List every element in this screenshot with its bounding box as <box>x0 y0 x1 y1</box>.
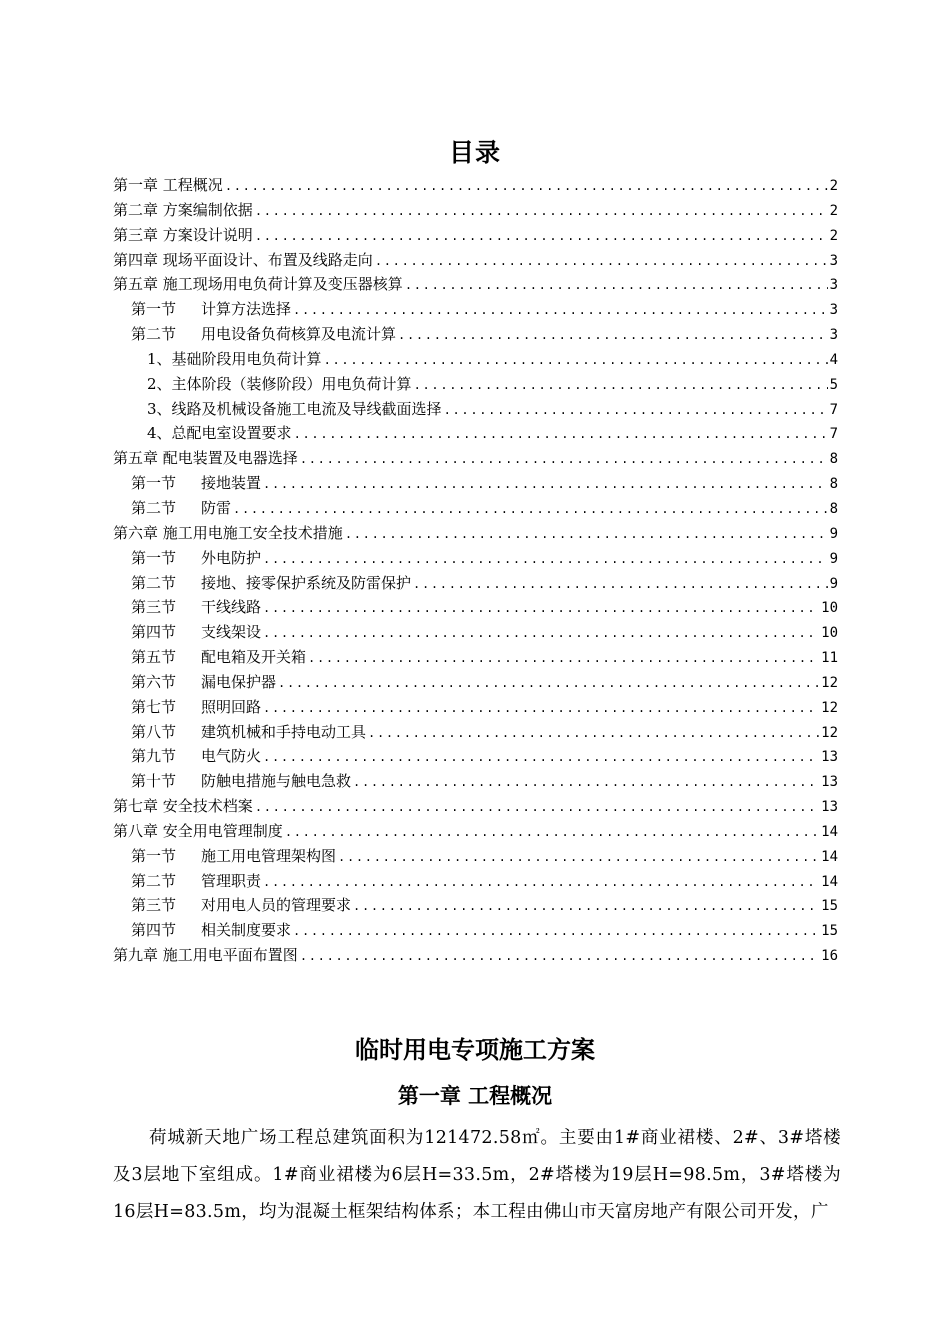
toc-entry-number: 第二章 <box>113 200 159 219</box>
toc-entry[interactable] <box>113 596 838 621</box>
toc-leader-dots <box>293 924 819 938</box>
toc-entry-text: 用电设备负荷核算及电流计算 <box>201 325 397 344</box>
toc-entry[interactable] <box>113 422 838 447</box>
toc-entry[interactable] <box>113 348 838 373</box>
toc-entry-label <box>131 621 261 642</box>
toc-page-number: 14 <box>821 848 838 865</box>
toc-entry[interactable] <box>113 249 838 274</box>
toc-page-number: 13 <box>821 749 838 766</box>
toc-page-number: 10 <box>821 600 838 617</box>
toc-entry-number: 第三节 <box>131 896 177 915</box>
toc-entry[interactable] <box>113 894 838 919</box>
toc-entry-label <box>131 547 261 568</box>
toc-entry[interactable] <box>113 174 838 199</box>
toc-entry-number: 第九节 <box>131 747 177 766</box>
toc-entry-number: 第五章 <box>113 275 159 294</box>
toc-leader-dots <box>345 527 828 541</box>
toc-leader-dots <box>225 179 828 193</box>
toc-page-number: 15 <box>821 923 838 940</box>
toc-page-number: 16 <box>821 948 838 965</box>
body-paragraph: 荷城新天地广场工程总建筑面积为121472.58㎡。主要由1#商业裙楼、2#、3#塔楼及3层地下室组成。1#商业裙楼为6层H=33.5m，2#塔楼为19层H=98.5m，3#塔楼为16层H=83.5m，均为混凝土框架结构体系；本工程由佛山市天富房地产有限公司开发，广 <box>113 1128 841 1222</box>
toc-leader-dots <box>278 676 819 690</box>
toc-entry-number: 第七节 <box>131 697 177 716</box>
toc-entry[interactable] <box>113 298 838 323</box>
toc-leader-dots <box>263 601 819 615</box>
toc-entry[interactable] <box>113 572 838 597</box>
chapter-title: 第一章 工程概况 <box>397 1083 553 1108</box>
toc-page-number: 3 <box>829 302 838 319</box>
toc-entry-label <box>131 298 291 319</box>
toc-entry-label <box>131 572 411 593</box>
table-of-contents <box>113 174 838 969</box>
toc-page-number: 12 <box>821 674 838 691</box>
toc-entry-number: 第二节 <box>131 871 177 890</box>
toc-leader-dots <box>263 701 819 715</box>
toc-entry-text: 外电防护 <box>201 548 262 567</box>
toc-leader-dots <box>375 254 828 268</box>
toc-entry-number: 第一节 <box>131 548 177 567</box>
toc-entry-number: 第六章 <box>113 523 159 542</box>
toc-entry-label <box>113 795 253 816</box>
toc-leader-dots <box>263 626 819 640</box>
toc-page-number: 12 <box>821 699 838 716</box>
toc-entry-label <box>131 472 261 493</box>
toc-entry[interactable] <box>113 472 838 497</box>
toc-entry-label <box>131 870 261 891</box>
toc-entry[interactable] <box>113 870 838 895</box>
toc-entry-text: 施工用电管理架构图 <box>201 846 337 865</box>
toc-entry-text: 施工用电施工安全技术措施 <box>162 523 343 542</box>
toc-entry-label <box>147 422 292 443</box>
toc-entry-label <box>131 596 261 617</box>
toc-entry-text: 方案编制依据 <box>162 200 253 219</box>
toc-entry-number: 3、 <box>147 399 172 418</box>
toc-entry-number: 第四章 <box>113 250 159 269</box>
toc-entry[interactable] <box>113 398 838 423</box>
toc-entry-label <box>113 820 283 841</box>
toc-entry-number: 4、 <box>147 424 172 443</box>
toc-entry[interactable] <box>113 671 838 696</box>
toc-leader-dots <box>444 403 828 417</box>
toc-entry-label <box>113 249 373 270</box>
toc-entry-number: 第二节 <box>131 325 177 344</box>
toc-entry-number: 第五节 <box>131 648 177 667</box>
toc-leader-dots <box>233 502 828 516</box>
toc-entry-number: 第一节 <box>131 846 177 865</box>
toc-entry-number: 第七章 <box>113 797 159 816</box>
toc-entry[interactable] <box>113 770 838 795</box>
toc-entry-text: 现场平面设计、布置及线路走向 <box>162 250 373 269</box>
toc-entry-label <box>131 671 276 692</box>
toc-entry-label <box>113 447 298 468</box>
document-title: 临时用电专项施工方案 <box>355 1035 595 1064</box>
toc-leader-dots <box>300 949 819 963</box>
toc-leader-dots <box>414 378 828 392</box>
toc-leader-dots <box>353 775 819 789</box>
toc-page-number: 9 <box>829 525 838 542</box>
toc-entry-text: 主体阶段（装修阶段）用电负荷计算 <box>171 374 412 393</box>
toc-page-number: 4 <box>829 351 838 368</box>
toc-page-number: 3 <box>829 327 838 344</box>
toc-entry-text: 总配电室设置要求 <box>171 424 292 443</box>
toc-entry-label <box>113 273 403 294</box>
toc-entry-text: 配电箱及开关箱 <box>201 648 307 667</box>
toc-page-number: 8 <box>829 500 838 517</box>
toc-leader-dots <box>285 825 819 839</box>
toc-entry-label <box>113 224 253 245</box>
toc-leader-dots <box>255 229 828 243</box>
toc-entry-text: 安全用电管理制度 <box>162 821 283 840</box>
toc-entry[interactable] <box>113 696 838 721</box>
toc-leader-dots <box>263 477 828 491</box>
toc-entry[interactable] <box>113 795 838 820</box>
toc-leader-dots <box>263 875 819 889</box>
toc-page-number: 5 <box>829 376 838 393</box>
toc-entry[interactable] <box>113 547 838 572</box>
toc-entry-number: 第三章 <box>113 225 159 244</box>
toc-page-number: 3 <box>829 252 838 269</box>
toc-entry-text: 方案设计说明 <box>162 225 253 244</box>
toc-page-number: 8 <box>829 451 838 468</box>
toc-leader-dots <box>255 800 819 814</box>
toc-entry-label <box>113 199 253 220</box>
toc-title: 目录 <box>448 138 501 167</box>
toc-entry-label <box>131 919 291 940</box>
toc-entry[interactable] <box>113 621 838 646</box>
toc-entry-number: 1、 <box>147 349 172 368</box>
toc-page-number: 14 <box>821 823 838 840</box>
toc-entry[interactable] <box>113 944 838 969</box>
toc-entry-text: 对用电人员的管理要求 <box>201 896 352 915</box>
toc-entry-label <box>131 894 351 915</box>
toc-entry-number: 第八章 <box>113 821 159 840</box>
toc-entry[interactable] <box>113 646 838 671</box>
toc-entry-text: 电气防火 <box>201 747 262 766</box>
toc-leader-dots <box>324 353 828 367</box>
toc-entry-text: 线路及机械设备施工电流及导线截面选择 <box>171 399 442 418</box>
toc-entry-text: 工程概况 <box>162 176 223 194</box>
toc-page-number: 12 <box>821 724 838 741</box>
toc-entry[interactable] <box>113 224 838 249</box>
toc-leader-dots <box>308 651 819 665</box>
toc-entry-text: 建筑机械和手持电动工具 <box>201 722 367 741</box>
toc-entry-number: 第二节 <box>131 498 177 517</box>
toc-entry[interactable] <box>113 273 838 298</box>
toc-entry-text: 施工现场用电负荷计算及变压器核算 <box>162 275 403 294</box>
toc-entry[interactable] <box>113 820 838 845</box>
toc-page-number: 9 <box>829 550 838 567</box>
toc-page-number: 11 <box>821 650 838 667</box>
toc-entry-number: 第四节 <box>131 921 177 940</box>
toc-entry-label <box>147 398 442 419</box>
toc-leader-dots <box>293 303 828 317</box>
toc-page-number: 9 <box>829 575 838 592</box>
toc-entry-number: 2、 <box>147 374 172 393</box>
toc-entry-text: 防雷 <box>201 498 232 517</box>
toc-entry-label <box>131 845 336 866</box>
toc-page-number: 3 <box>829 277 838 294</box>
toc-entry-text: 防触电措施与触电急救 <box>201 772 352 791</box>
toc-entry-text: 照明回路 <box>201 697 262 716</box>
toc-entry-number: 第九章 <box>113 946 159 965</box>
toc-entry-number: 第一节 <box>131 474 177 493</box>
toc-entry-text: 相关制度要求 <box>201 921 292 940</box>
toc-entry-label <box>113 522 343 543</box>
toc-entry-text: 干线线路 <box>201 598 262 617</box>
toc-entry[interactable] <box>113 522 838 547</box>
toc-page-number: 7 <box>829 426 838 443</box>
toc-entry[interactable] <box>113 323 838 348</box>
toc-leader-dots <box>263 552 828 566</box>
toc-entry-label <box>113 174 223 195</box>
toc-page-number: 14 <box>821 873 838 890</box>
toc-page-number: 2 <box>829 202 838 219</box>
toc-leader-dots <box>368 726 819 740</box>
toc-page-number: 8 <box>829 476 838 493</box>
toc-entry-text: 支线架设 <box>201 623 262 642</box>
toc-entry[interactable] <box>113 373 838 398</box>
toc-entry-text: 配电装置及电器选择 <box>162 449 298 468</box>
toc-entry-number: 第十节 <box>131 772 177 791</box>
toc-entry-label <box>131 721 366 742</box>
toc-entry-number: 第一章 <box>113 176 159 194</box>
toc-entry-number: 第五章 <box>113 449 159 468</box>
toc-page-number: 13 <box>821 774 838 791</box>
toc-entry[interactable] <box>113 721 838 746</box>
toc-leader-dots <box>255 204 828 218</box>
toc-entry-label <box>131 770 351 791</box>
toc-entry[interactable] <box>113 745 838 770</box>
toc-entry-text: 漏电保护器 <box>201 672 277 691</box>
toc-entry-label <box>131 745 261 766</box>
toc-entry-text: 接地、接零保护系统及防雷保护 <box>201 573 412 592</box>
toc-entry-label <box>131 646 306 667</box>
toc-page-number: 2 <box>829 227 838 244</box>
toc-entry-number: 第四节 <box>131 623 177 642</box>
toc-leader-dots <box>300 452 828 466</box>
toc-entry-number: 第一节 <box>131 300 177 319</box>
toc-entry-text: 计算方法选择 <box>201 300 292 319</box>
toc-entry-label <box>131 323 396 344</box>
toc-entry-text: 施工用电平面布置图 <box>162 946 298 965</box>
toc-entry[interactable] <box>113 199 838 224</box>
toc-page-number: 2 <box>829 178 838 194</box>
toc-page-number: 7 <box>829 401 838 418</box>
toc-page-number: 10 <box>821 625 838 642</box>
toc-entry-label <box>131 696 261 717</box>
toc-entry-text: 安全技术档案 <box>162 797 253 816</box>
toc-page-number: 13 <box>821 799 838 816</box>
toc-entry-label <box>147 373 412 394</box>
toc-entry-number: 第六节 <box>131 672 177 691</box>
toc-entry-label <box>131 497 231 518</box>
toc-leader-dots <box>294 427 828 441</box>
toc-entry[interactable] <box>113 447 838 472</box>
toc-leader-dots <box>263 750 819 764</box>
toc-entry-text: 接地装置 <box>201 474 262 493</box>
toc-entry-text: 管理职责 <box>201 871 262 890</box>
toc-entry-number: 第三节 <box>131 598 177 617</box>
toc-entry[interactable] <box>113 497 838 522</box>
toc-leader-dots <box>413 577 828 591</box>
toc-leader-dots <box>353 899 819 913</box>
toc-leader-dots <box>405 278 828 292</box>
toc-leader-dots <box>398 328 828 342</box>
toc-entry-label <box>147 348 322 369</box>
toc-leader-dots <box>338 850 819 864</box>
toc-entry[interactable] <box>113 919 838 944</box>
toc-entry-text: 基础阶段用电负荷计算 <box>171 349 322 368</box>
toc-entry[interactable] <box>113 845 838 870</box>
toc-entry-number: 第八节 <box>131 722 177 741</box>
toc-entry-label <box>113 944 298 965</box>
toc-page-number: 15 <box>821 898 838 915</box>
toc-entry-number: 第二节 <box>131 573 177 592</box>
